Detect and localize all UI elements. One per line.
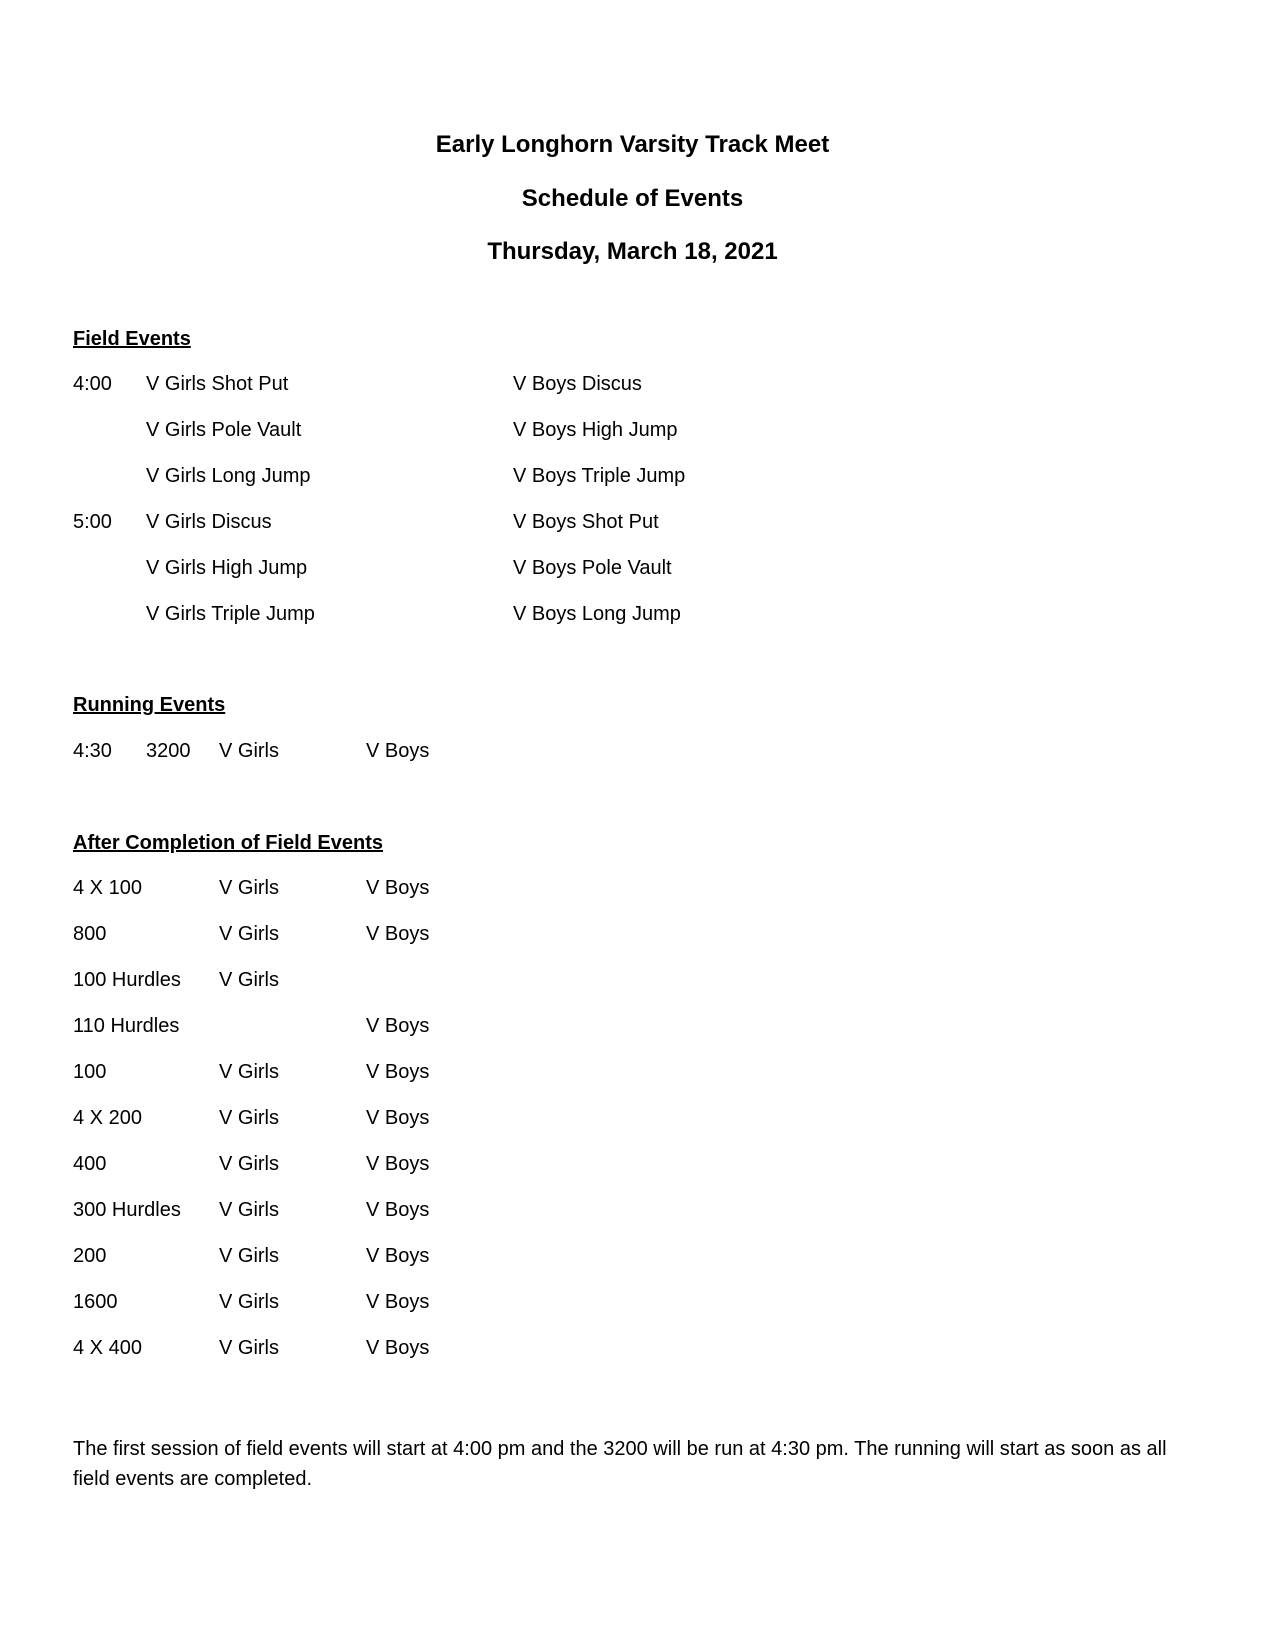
field-girls-event: V Girls Shot Put [146,373,289,395]
field-events-heading: Field Events [73,328,191,350]
after-event-name: 1600 [73,1291,118,1313]
after-event-girls: V Girls [219,1245,279,1267]
after-event-girls: V Girls [219,923,279,945]
after-event-boys: V Boys [366,1061,430,1083]
after-event-girls: V Girls [219,969,279,991]
after-event-boys: V Boys [366,1107,430,1129]
after-event-name: 100 Hurdles [73,969,181,991]
after-event-name: 400 [73,1153,107,1175]
after-event-boys: V Boys [366,877,430,899]
after-event-boys: V Boys [366,1153,430,1175]
field-time: 4:00 [73,373,112,395]
field-boys-event: V Boys High Jump [513,419,678,441]
after-event-girls: V Girls [219,1061,279,1083]
after-event-girls: V Girls [219,877,279,899]
after-event-name: 110 Hurdles [73,1015,180,1037]
after-event-name: 4 X 200 [73,1107,142,1129]
after-event-name: 100 [73,1061,107,1083]
field-girls-event: V Girls Pole Vault [146,419,302,441]
after-event-girls: V Girls [219,1337,279,1359]
after-event-name: 4 X 400 [73,1337,142,1359]
field-boys-event: V Boys Long Jump [513,603,681,625]
field-boys-event: V Boys Pole Vault [513,557,672,579]
schedule-note: The first session of field events will start at 4:00 pm and the 3200 will be run at 4:30 pm. The running will start as soon as all field events are completed. [73,1438,1167,1490]
after-event-name: 200 [73,1245,107,1267]
field-boys-event: V Boys Triple Jump [513,465,686,487]
meet-title: Early Longhorn Varsity Track Meet [435,131,830,158]
after-event-boys: V Boys [366,1337,430,1359]
after-event-girls: V Girls [219,1107,279,1129]
schedule-title: Schedule of Events [521,185,744,212]
running-girls: V Girls [219,740,279,762]
after-event-name: 800 [73,923,107,945]
running-time: 4:30 [73,740,112,762]
after-event-boys: V Boys [366,1245,430,1267]
after-event-girls: V Girls [219,1199,279,1221]
after-event-boys: V Boys [366,1199,430,1221]
after-event-name: 4 X 100 [73,877,142,899]
field-girls-event: V Girls Discus [146,511,272,533]
field-time: 5:00 [73,511,112,533]
after-event-name: 300 Hurdles [73,1199,181,1221]
after-event-girls: V Girls [219,1153,279,1175]
field-boys-event: V Boys Shot Put [513,511,659,533]
after-event-boys: V Boys [366,1291,430,1313]
field-girls-event: V Girls Long Jump [146,465,311,487]
running-events-heading: Running Events [73,694,226,716]
after-event-boys: V Boys [366,1015,430,1037]
field-girls-event: V Girls High Jump [146,557,308,579]
meet-date: Thursday, March 18, 2021 [487,238,778,265]
running-boys: V Boys [366,740,430,762]
after-event-boys: V Boys [366,923,430,945]
field-girls-event: V Girls Triple Jump [146,603,315,625]
after-event-girls: V Girls [219,1291,279,1313]
running-event: 3200 [146,740,191,762]
field-boys-event: V Boys Discus [513,373,642,395]
after-completion-heading: After Completion of Field Events [73,832,384,854]
